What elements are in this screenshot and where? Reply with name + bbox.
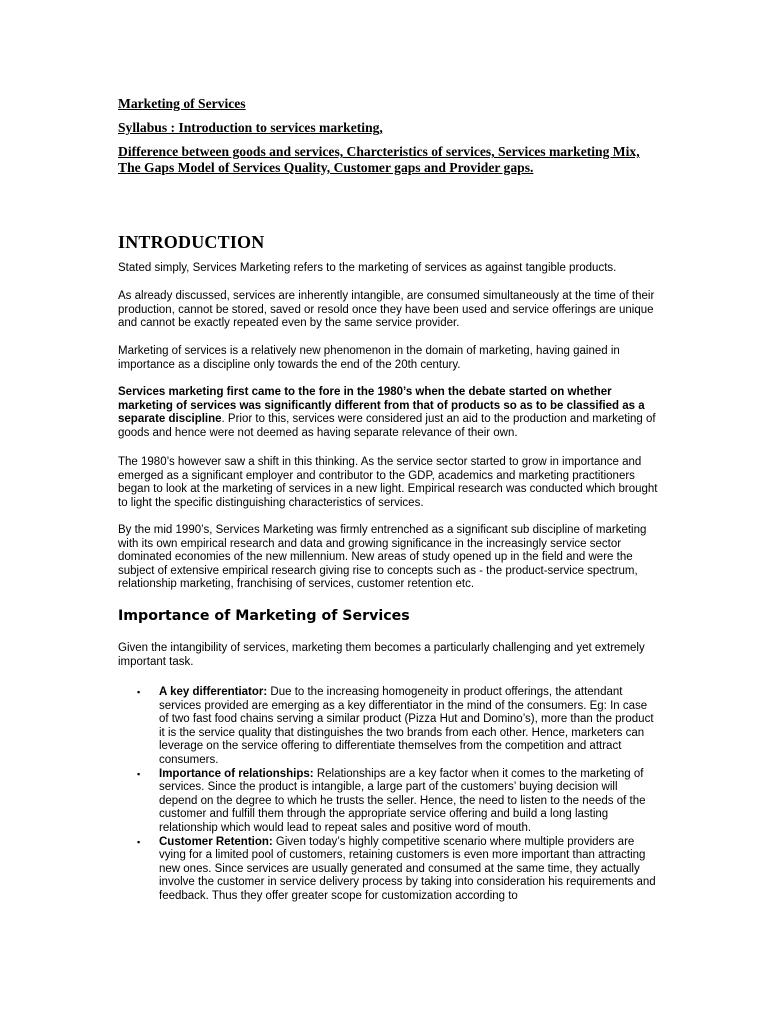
- bullet-text: Given today’s highly competitive scenario where multiple providers are vying for a limited pool of customers, retaining customers is even more important than attracting new ones. Since services are usually generated and consumed at the same time, they actually involve the customer in service delivery process by taking into consideration his requirements and feedback. Thus they offer greater scope for customization according to: [159, 835, 656, 902]
- importance-bullet-list: [118, 686, 658, 904]
- intro-paragraph-6: By the mid 1990’s, Services Marketing was firmly entrenched as a significant sub discipline of marketing with its own empirical research and data and growing significance in the increasingly service sector dominated economies of the new millennium. New areas of study opened up in the field and were the subject of extensive empirical research giving rise to concepts such as - the product-service spectrum, relationship marketing, franchising of services, customer retention etc.: [118, 524, 647, 590]
- importance-paragraph: Given the intangibility of services, marketing them becomes a particularly challenging and yet extremely important task.: [118, 642, 645, 668]
- intro-paragraph-3: Marketing of services is a relatively new phenomenon in the domain of marketing, having gained in importance as a discipline only towards the end of the 20th century.: [118, 345, 620, 371]
- intro-paragraph-5: The 1980’s however saw a shift in this thinking. As the service sector started to grow in importance and emerged as a significant employer and contributor to the GDP, academics and marketing practitioners began to look at the marketing of services in a new light. Empirical research was conducted which brought to light the specific distinguishing characteristics of services.: [118, 456, 658, 509]
- importance-heading: Importance of Marketing of Services: [118, 608, 410, 624]
- bullet-label: Customer Retention:: [159, 835, 273, 848]
- square-bullet-icon: ▪: [137, 687, 141, 697]
- syllabus-topics: Difference between goods and services, Charcteristics of services, Services marketing Mix, The Gaps Model of Services Quality, Customer gaps and Provider gaps.: [118, 144, 640, 175]
- list-item: [118, 686, 658, 768]
- bullet-text: Relationships are a key factor when it comes to the marketing of services. Since the product is intangible, a large part of the customers’ buying decision will depend on the degree to which he trusts the seller. Hence, the need to listen to the needs of the customer and fulfill them through the appropriate service offering and build a long lasting relationship which would lead to repeat sales and positive word of mouth.: [159, 767, 646, 834]
- bullet-label: A key differentiator:: [159, 686, 268, 698]
- intro-paragraph-1: Stated simply, Services Marketing refers to the marketing of services as against tangible products.: [118, 262, 617, 274]
- document-title: Marketing of Services: [118, 96, 246, 111]
- intro-paragraph-4-rest: . Prior to this, services were considered just an aid to the production and marketing of goods and hence were not deemed as having separate relevance of their own.: [118, 413, 656, 439]
- bullet-text: Due to the increasing homogeneity in product offerings, the attendant services provided are emerging as a key differentiator in the mind of the consumers. Eg: In case of two fast food chains serving a similar product (Pizza Hut and Domino’s), more than the product it is the service quality that distinguishes the two brands from each other. Hence, marketers can leverage on the service offering to differentiate themselves from the competition and attract consumers.: [159, 686, 654, 766]
- list-item: [118, 836, 658, 904]
- square-bullet-icon: ▪: [137, 768, 141, 779]
- list-item: [118, 768, 658, 836]
- square-bullet-icon: ▪: [137, 836, 141, 847]
- intro-paragraph-2: As already discussed, services are inherently intangible, are consumed simultaneously at the time of their production, cannot be stored, saved or resold once they have been used and service offerings are unique and cannot be exactly repeated even by the same service provider.: [118, 290, 655, 329]
- syllabus-line: Syllabus : Introduction to services marketing,: [118, 120, 383, 135]
- bullet-label: Importance of relationships:: [159, 767, 314, 780]
- intro-paragraph-4-bold: Services marketing first came to the fore in the 1980’s when the debate started on whether marketing of services was significantly different from that of products so as to be classified as a separate discipline: [118, 386, 645, 425]
- introduction-heading: INTRODUCTION: [118, 232, 265, 252]
- intro-paragraph-4: [118, 386, 658, 440]
